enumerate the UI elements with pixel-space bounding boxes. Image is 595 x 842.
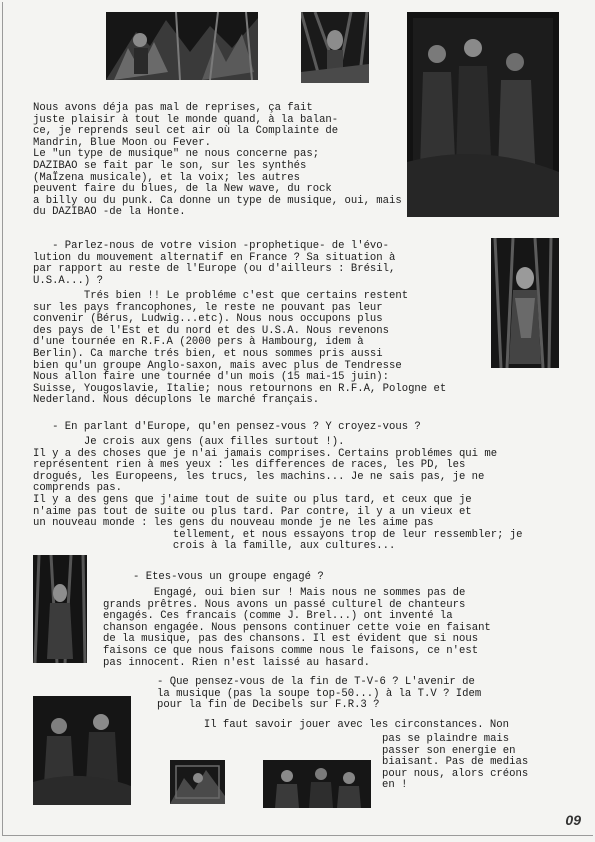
photo-bottom-center-small bbox=[170, 760, 225, 804]
answer-europe: Je crois aux gens (aux filles surtout !). Il y a des choses que je n'ai jamais comprises. Certains problémes qui me représentent rien à mes yeux : les differences de races, les PD, les drogués, les Europeens, les trucs, les machins... Je ne sais pas, je ne comprends pas. Il y a des gens que j'aime tout de suite ou plus tard, et ceux que je n'aime pas tout de suite ou plus tard. Par contre, il y a un vieux et un nouveau monde : les gens du nouveau monde je ne les aime pas tellement, et nous essayons trop de leur ressembler; je crois à la famille, aux cultures... bbox=[33, 436, 523, 553]
photo-right-middle-figure bbox=[491, 238, 559, 368]
page-number: 09 bbox=[565, 812, 581, 828]
photo-top-center-figure bbox=[301, 12, 369, 83]
answer-tv6-rest: pas se plaindre mais passer son energie en biaisant. Pas de medias pour nous, alors créons en ! bbox=[382, 733, 529, 792]
question-europe: - En parlant d'Europe, qu'en pensez-vous ? Y croyez-vous ? bbox=[33, 421, 421, 433]
photo-top-left-band bbox=[106, 12, 258, 80]
question-engaged-group: - Etes-vous un groupe engagé ? bbox=[133, 571, 324, 583]
photo-left-middle-figure bbox=[33, 555, 87, 663]
answer-tv6-first-line: Il faut savoir jouer avec les circonstances. Non bbox=[153, 719, 510, 731]
question-alternative-movement: - Parlez-nous de votre vision -prophetique- de l'évo- lution du mouvement alternatif en France ? Sa situation à par rapport au reste de l'Europe (ou d'ailleurs : Brésil, U.S.A...) ? bbox=[33, 240, 396, 287]
answer-engaged-group: Engagé, oui bien sur ! Mais nous ne sommes pas de grands prêtres. Nous avons un passé culturel de chanteurs engagés. Ces francais (comme J. Brel...) ont inventé la chanson engagée. Nous pensons continuer cette voie en faisant de la musique, pas des chansons. Il est évident que si nous faisons ce que nous faisons comme nous le faisons, ce n'est pas innocent. Rien n'est laissé au hasard. bbox=[103, 587, 491, 669]
photo-top-right-band bbox=[407, 12, 559, 217]
intro-paragraph: Nous avons déja pas mal de reprises, ça fait juste plaisir à tout le monde quand, à la balan- ce, je reprends seul cet air où la Complainte de Mandrin, Blue Moon ou Fever. Le "un type de musique" ne nous concerne pas; DAZIBAO se fait par le son, sur les synthés (MaÏzena musicale), et la voix; les autres peuvent faire du blues, de la New wave, du rock a billy ou du punk. Ca donne un type de musique, oui, mais du DAZIBAO -de la Honte. bbox=[33, 102, 402, 219]
answer-alternative-movement: Trés bien !! Le probléme c'est que certains restent sur les pays francophones, le reste ne pouvant pas leur convenir (Bérus, Ludwig...etc). Nous nous occupons plus des pays de l'Est et du nord et des U.S.A. Nous revenons d'une tournée en R.F.A (2000 pers à Hambourg, idem à Berlin). Ca marche trés bien, et nous sommes pris aussi bien qu'un groupe Anglo-saxon, mais avec plus de Tendresse Nous allon faire une tournée d'un mois (15 mai-15 juin): Suisse, Yougoslavie, Italie; nous retournons en R.F.A, Pologne et Nederland. Nous décuplons le marché français. bbox=[33, 290, 447, 407]
photo-bottom-left-band bbox=[33, 696, 131, 805]
photo-bottom-right-band bbox=[263, 760, 371, 808]
question-tv6: - Que pensez-vous de la fin de T-V-6 ? L'avenir de la musique (pas la soupe top-50...) à la T.V ? Idem pour la fin de Decibels sur F.R.3 ? bbox=[157, 676, 482, 712]
